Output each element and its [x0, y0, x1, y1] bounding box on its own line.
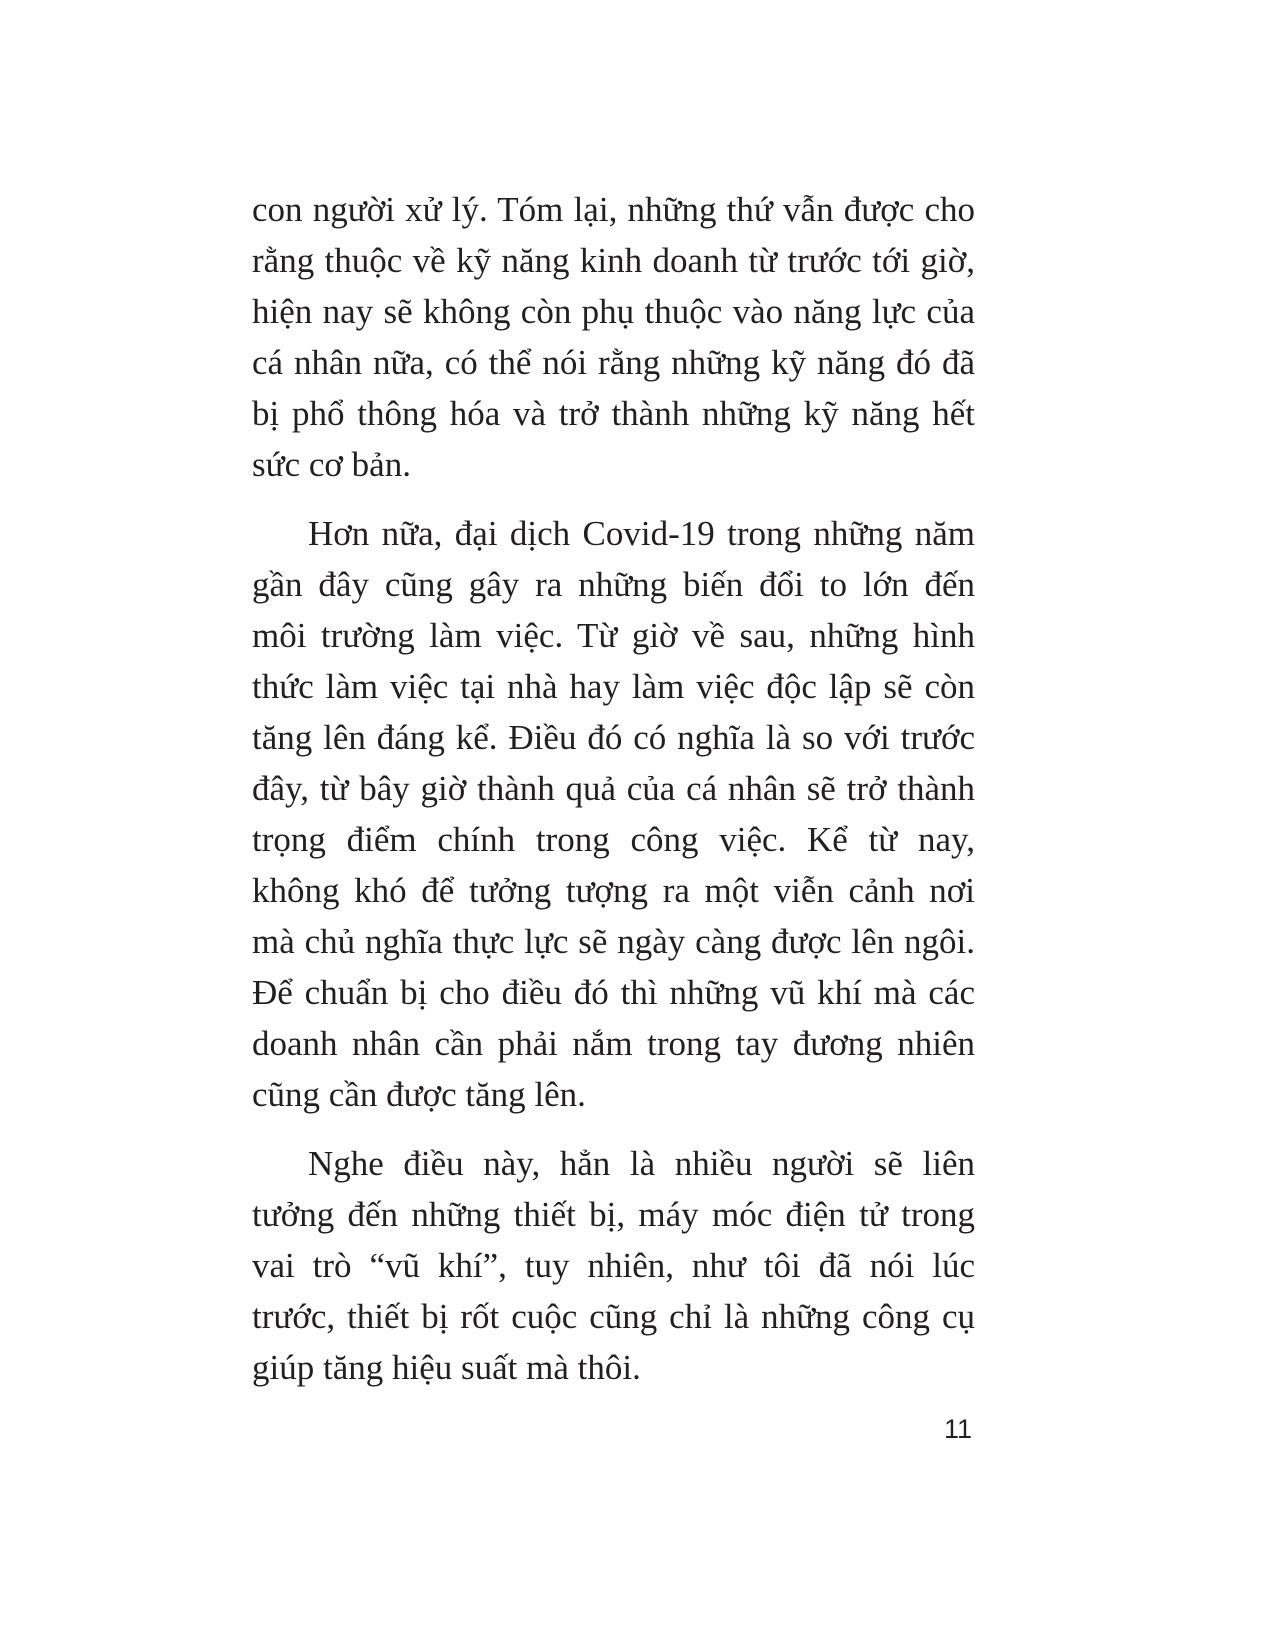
text-line: mà chủ nghĩa thực lực sẽ ngày càng được lên ngôi.: [252, 922, 975, 961]
text-line: trước, thiết bị rốt cuộc cũng chỉ là những công cụ: [252, 1297, 975, 1336]
text-line: vai trò “vũ khí”, tuy nhiên, như tôi đã nói lúc: [252, 1246, 975, 1285]
body-text: [252, 184, 975, 1411]
text-line: Hơn nữa, đại dịch Covid-19 trong những năm: [308, 514, 975, 553]
text-line: bị phổ thông hóa và trở thành những kỹ năng hết: [252, 394, 975, 433]
text-line: đây, từ bây giờ thành quả của cá nhân sẽ trở thành: [252, 769, 975, 808]
text-line: tăng lên đáng kể. Điều đó có nghĩa là so với trước: [252, 718, 975, 757]
text-line: giúp tăng hiệu suất mà thôi.: [252, 1348, 641, 1387]
text-line: con người xử lý. Tóm lại, những thứ vẫn được cho: [252, 190, 975, 229]
text-line: môi trường làm việc. Từ giờ về sau, những hình: [252, 616, 975, 655]
text-line: hiện nay sẽ không còn phụ thuộc vào năng lực của: [252, 292, 975, 331]
text-line: Nghe điều này, hẳn là nhiều người sẽ liên: [308, 1144, 975, 1183]
text-line: gần đây cũng gây ra những biến đổi to lớn đến: [252, 565, 975, 604]
paragraph: [252, 1138, 975, 1393]
text-line: rằng thuộc về kỹ năng kinh doanh từ trước tới giờ,: [252, 241, 975, 280]
text-line: thức làm việc tại nhà hay làm việc độc lập sẽ còn: [252, 667, 975, 706]
paragraph: [252, 508, 975, 1120]
text-line: không khó để tưởng tượng ra một viễn cảnh nơi: [252, 871, 975, 910]
text-line: cá nhân nữa, có thể nói rằng những kỹ năng đó đã: [252, 343, 975, 382]
paragraph: [252, 184, 975, 490]
text-line: cũng cần được tăng lên.: [252, 1075, 586, 1114]
text-line: Để chuẩn bị cho điều đó thì những vũ khí mà các: [252, 973, 975, 1012]
text-line: sức cơ bản.: [252, 445, 411, 484]
text-line: doanh nhân cần phải nắm trong tay đương nhiên: [252, 1024, 975, 1063]
page-number: 11: [943, 1414, 972, 1444]
text-line: trọng điểm chính trong công việc. Kể từ nay,: [252, 820, 975, 859]
text-line: tưởng đến những thiết bị, máy móc điện tử trong: [252, 1195, 975, 1234]
